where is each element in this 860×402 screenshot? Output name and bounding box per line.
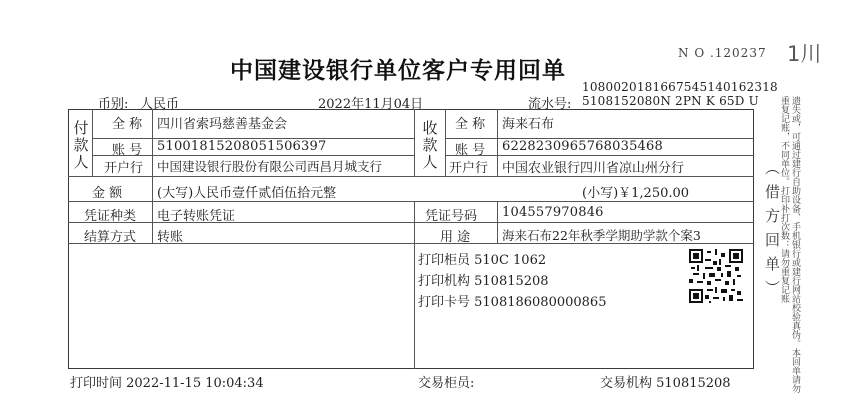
payee-account-label: 账 号 bbox=[455, 143, 486, 158]
col-divider bbox=[152, 109, 153, 176]
settlement-method-label: 结算方式 bbox=[84, 230, 137, 245]
side-notes: 遗失或，可通过建行自助设备、手机银行或建行网站校验真伪。本回单请勿重复记账，不同单位。打印补打次数：请勿重复记账 bbox=[779, 96, 800, 393]
flow-label: 流水号: bbox=[528, 97, 572, 112]
purpose: 海来石布22年秋季学期助学款个案3 bbox=[502, 228, 701, 243]
receipt-title: 中国建设银行单位客户专用回单 bbox=[230, 58, 566, 84]
voucher-no-label: 凭证号码 bbox=[425, 209, 478, 224]
col-divider bbox=[445, 109, 446, 176]
row-divider bbox=[68, 176, 754, 177]
purpose-label: 用 途 bbox=[440, 230, 471, 245]
amount-label: 金 额 bbox=[92, 186, 123, 201]
payer-section-label: 付款人 bbox=[73, 119, 89, 171]
col-divider bbox=[497, 109, 498, 176]
col-divider bbox=[92, 109, 93, 176]
settlement-method: 转账 bbox=[157, 230, 184, 245]
payee-section-label: 收款人 bbox=[422, 119, 438, 171]
transaction-teller: 交易柜员: bbox=[418, 376, 475, 391]
payer-account: 51001815208051506397 bbox=[157, 139, 327, 154]
voucher-no: 104557970846 bbox=[502, 205, 604, 220]
print-org: 打印机构 510815208 bbox=[418, 274, 549, 289]
print-counter: 打印柜员 510C 1062 bbox=[418, 253, 547, 268]
voucher-type-label: 凭证种类 bbox=[84, 209, 137, 224]
currency-label: 币别: bbox=[98, 97, 129, 112]
row-divider bbox=[68, 201, 754, 202]
payer-account-label: 账 号 bbox=[112, 143, 143, 158]
amount-capital: (大写)人民币壹仟贰佰伍拾元整 bbox=[157, 186, 337, 201]
serial-number: 1080020181667545140162318 bbox=[582, 80, 778, 94]
currency-value: 人民币 bbox=[140, 97, 180, 112]
debit-receipt-mark: （借方回单） bbox=[763, 160, 781, 304]
payee-name-label: 全 称 bbox=[455, 117, 486, 132]
payee-bank: 中国农业银行四川省凉山州分行 bbox=[502, 161, 685, 176]
col-divider bbox=[414, 109, 415, 176]
qr-code-icon bbox=[689, 249, 743, 303]
amount-small: (小写)￥1,250.00 bbox=[582, 186, 690, 201]
voucher-type: 电子转账凭证 bbox=[157, 209, 236, 224]
payee-account: 6228230965768035468 bbox=[502, 139, 663, 154]
payee-bank-label: 开户行 bbox=[449, 161, 489, 176]
payer-name-label: 全 称 bbox=[112, 117, 143, 132]
transaction-date: 2022年11月04日 bbox=[318, 97, 424, 112]
handwritten-mark: 1川 bbox=[787, 42, 822, 66]
flow-number: 5108152080N 2PN K 65D U bbox=[582, 94, 759, 108]
transaction-org: 交易机构 510815208 bbox=[600, 376, 731, 391]
receipt-number: N O .120237 bbox=[678, 46, 767, 60]
payer-name: 四川省索玛慈善基金会 bbox=[157, 117, 288, 132]
col-divider bbox=[497, 201, 498, 243]
payer-bank: 中国建设银行股份有限公司西昌月城支行 bbox=[157, 159, 383, 174]
print-time: 打印时间 2022-11-15 10:04:34 bbox=[70, 376, 264, 391]
payee-name: 海来石布 bbox=[502, 117, 555, 132]
col-divider bbox=[152, 176, 153, 243]
row-divider bbox=[445, 155, 754, 156]
print-card: 打印卡号 5108186080000865 bbox=[418, 295, 607, 310]
col-divider bbox=[414, 201, 415, 369]
payer-bank-label: 开户行 bbox=[104, 161, 144, 176]
